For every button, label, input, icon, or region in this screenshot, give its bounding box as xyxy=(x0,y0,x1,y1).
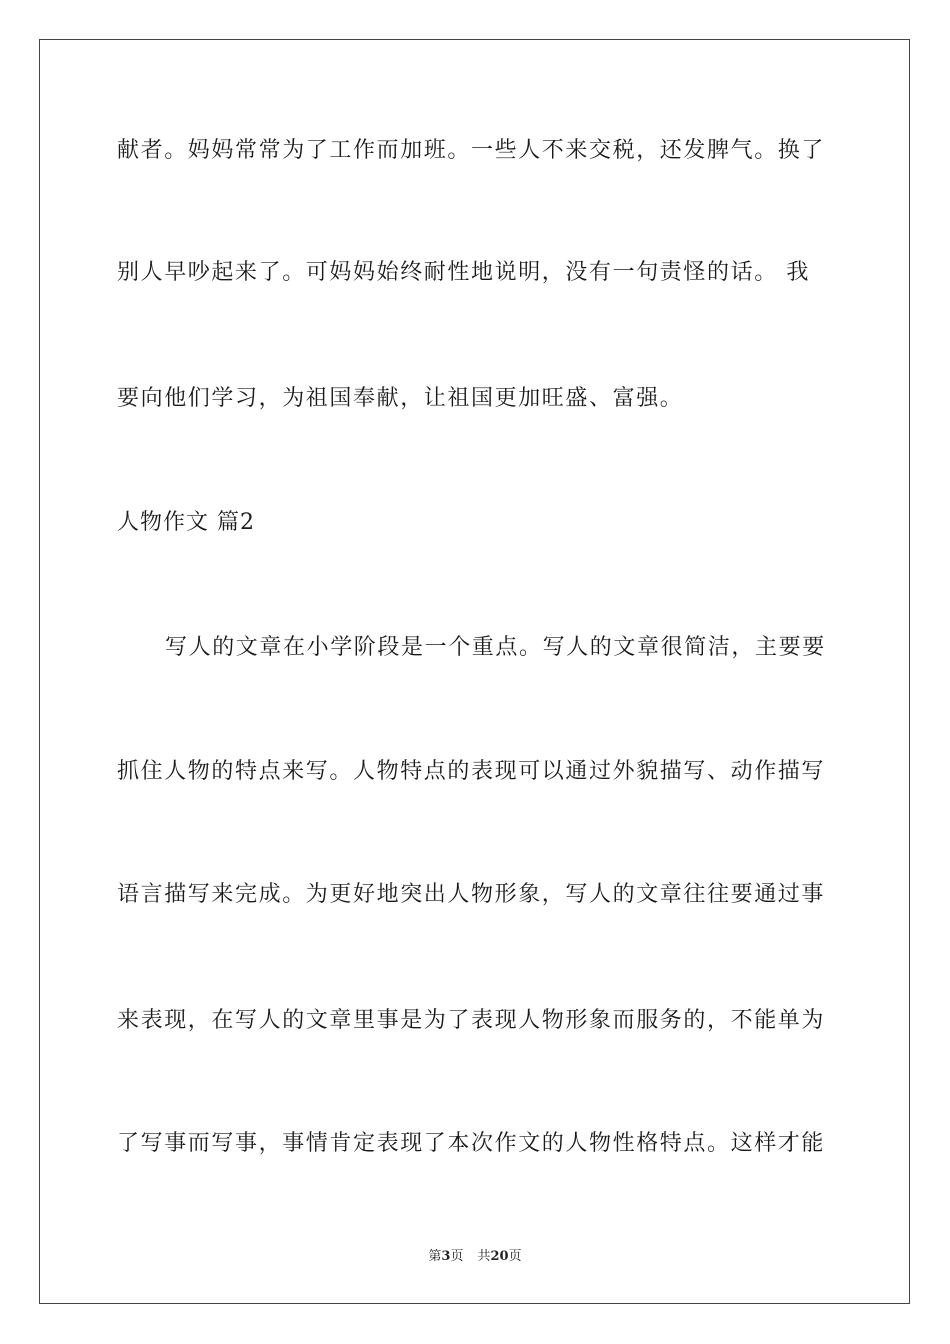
page-border xyxy=(39,39,910,1304)
text-line-2: 别人早吵起来了。可妈妈始终耐性地说明，没有一句责怪的话。 我 xyxy=(117,260,810,285)
section-heading: 人物作文 篇2 xyxy=(117,510,255,535)
page-footer xyxy=(0,1248,950,1266)
footer-total-prefix: 共 xyxy=(477,1249,491,1264)
footer-page-suffix: 页 xyxy=(450,1249,464,1264)
paragraph-line-5: 了写事而写事，事情肯定表现了本次作文的人物性格特点。这样才能 xyxy=(117,1131,826,1156)
paragraph-line-2: 抓住人物的特点来写。人物特点的表现可以通过外貌描写、动作描写 xyxy=(117,759,826,784)
paragraph-line-4: 来表现，在写人的文章里事是为了表现人物形象而服务的，不能单为 xyxy=(117,1008,826,1033)
text-line-3: 要向他们学习，为祖国奉献，让祖国更加旺盛、富强。 xyxy=(117,386,684,411)
footer-total-pages: 20 xyxy=(490,1249,509,1264)
paragraph-line-3: 语言描写来完成。为更好地突出人物形象，写人的文章往往要通过事 xyxy=(117,882,826,907)
footer-total-suffix: 页 xyxy=(508,1249,522,1264)
paragraph-line-1: 写人的文章在小学阶段是一个重点。写人的文章很简洁，主要要 xyxy=(165,635,826,660)
text-line-1: 献者。妈妈常常为了工作而加班。一些人不来交税，还发脾气。换了 xyxy=(117,138,826,163)
footer-page-prefix: 第 xyxy=(428,1249,442,1264)
footer-page-number: 3 xyxy=(441,1249,451,1264)
